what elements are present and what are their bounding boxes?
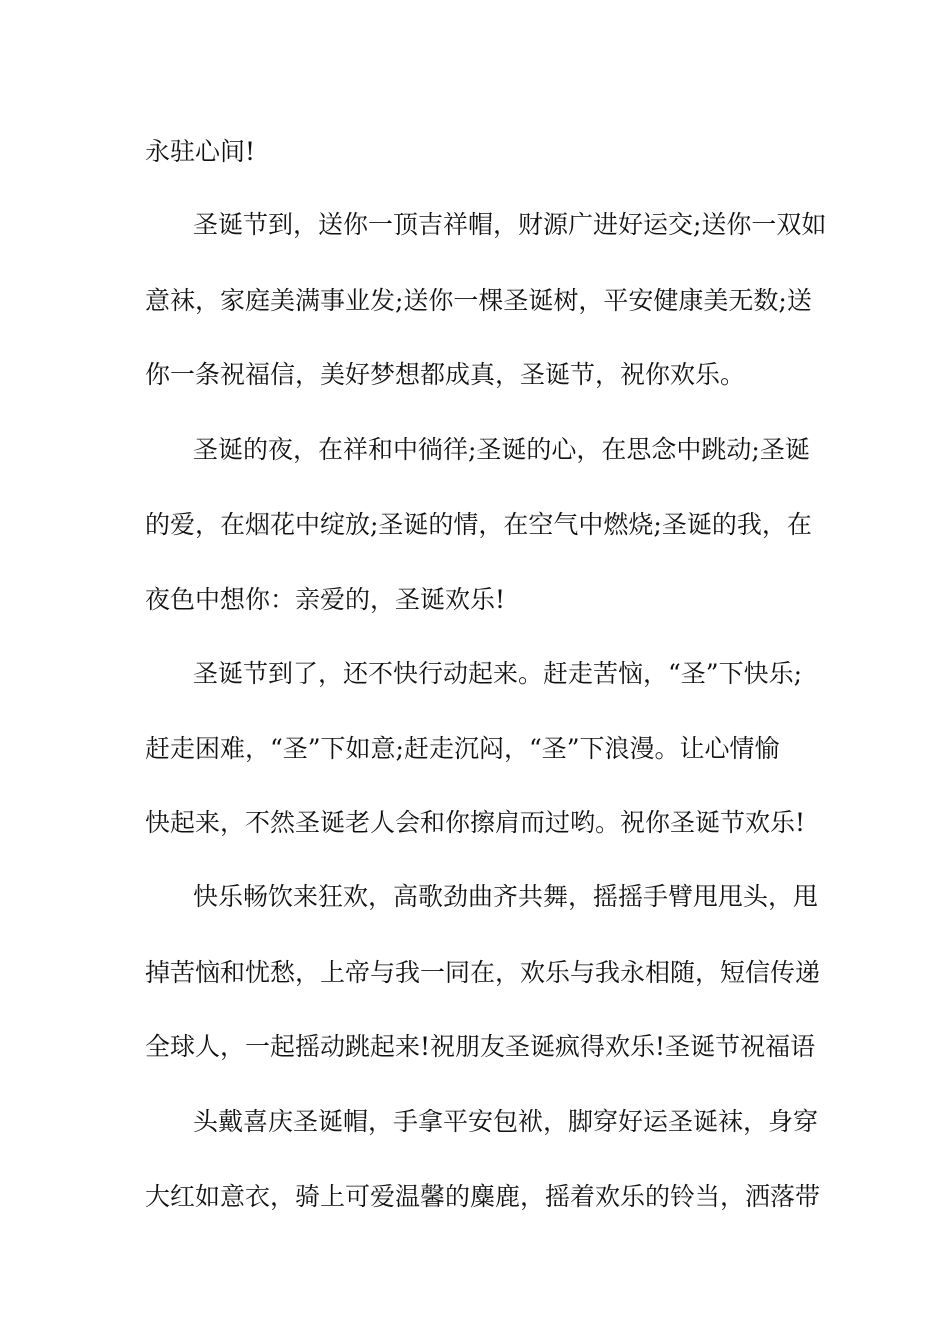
paragraph-first-line: 快乐畅饮来狂欢，高歌劲曲齐共舞，摇摇手臂甩甩头，甩 <box>193 882 819 911</box>
text-line: 快起来，不然圣诞老人会和你擦肩而过哟。祝你圣诞节欢乐! <box>145 808 806 837</box>
paragraph-first-line: 头戴喜庆圣诞帽，手拿平安包袱，脚穿好运圣诞袜，身穿 <box>193 1107 819 1136</box>
paragraph-first-line: 圣诞的夜，在祥和中徜徉;圣诞的心，在思念中跳动;圣诞 <box>193 435 810 464</box>
text-line: 大红如意衣，骑上可爱温馨的麋鹿，摇着欢乐的铃当，洒落带 <box>145 1182 821 1211</box>
text-line: 你一条祝福信，美好梦想都成真，圣诞节，祝你欢乐。 <box>145 360 746 389</box>
text-line: 的爱，在烟花中绽放;圣诞的情，在空气中燃烧;圣诞的我，在 <box>145 510 812 539</box>
text-line: 全球人，一起摇动跳起来!祝朋友圣诞疯得欢乐!圣诞节祝福语 <box>145 1032 816 1061</box>
text-line: 夜色中想你：亲爱的，圣诞欢乐! <box>145 585 506 614</box>
paragraph-first-line: 圣诞节到了，还不快行动起来。赶走苦恼，“圣”下快乐; <box>193 659 802 688</box>
text-line: 掉苦恼和忧愁，上帝与我一同在，欢乐与我永相随，短信传递 <box>145 958 821 987</box>
text-line: 赶走困难，“圣”下如意;赶走沉闷，“圣”下浪漫。让心情愉 <box>145 734 780 763</box>
paragraph-first-line: 圣诞节到，送你一顶吉祥帽，财源广进好运交;送你一双如 <box>193 210 827 239</box>
text-line: 意袜，家庭美满事业发;送你一棵圣诞树，平安健康美无数;送 <box>145 286 812 315</box>
text-line: 永驻心间! <box>145 137 256 166</box>
